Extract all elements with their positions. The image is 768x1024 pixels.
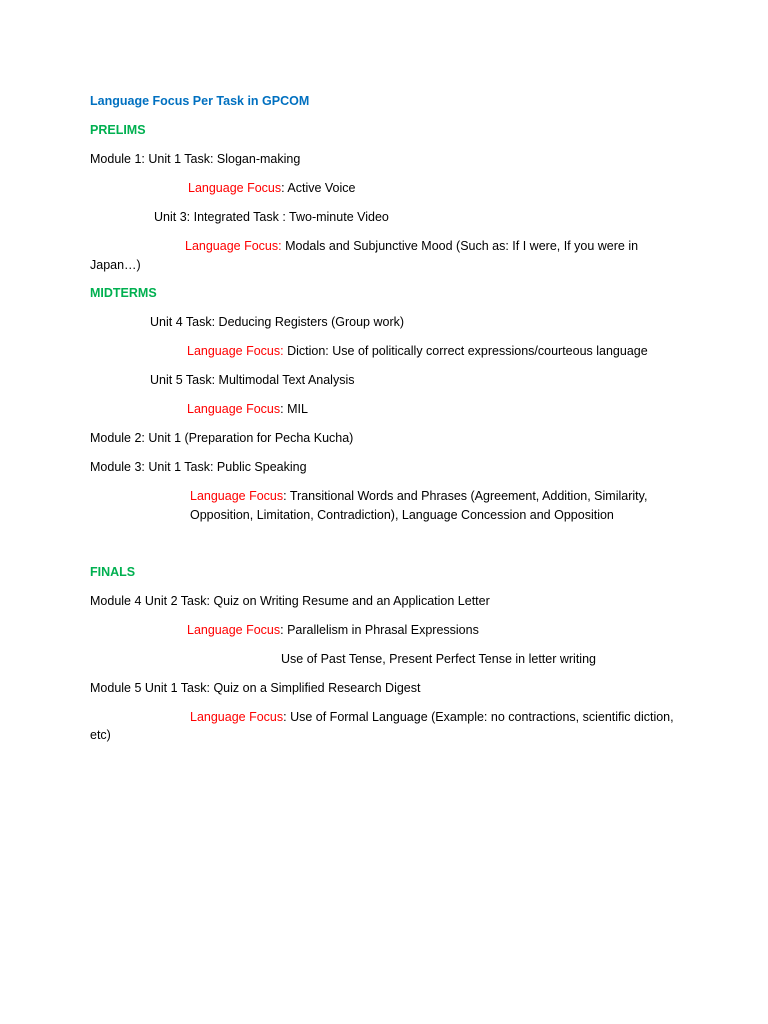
language-focus-label: Language Focus bbox=[185, 239, 279, 253]
section-heading-finals: FINALS bbox=[90, 565, 136, 579]
language-focus-label: Language Focus bbox=[187, 402, 281, 416]
section-heading-prelims: PRELIMS bbox=[90, 123, 146, 137]
language-focus-module4 bbox=[187, 621, 479, 640]
language-focus-unit4: Language Focus: Diction: Use of politically correct expressions/courteous language bbox=[187, 344, 648, 358]
language-focus-label: Language Focus bbox=[190, 710, 284, 724]
task-module5-unit1: Module 5 Unit 1 Task: Quiz on a Simplified Research Digest bbox=[90, 681, 421, 695]
task-module4-unit2: Module 4 Unit 2 Task: Quiz on Writing Resume and an Application Letter bbox=[90, 594, 490, 608]
language-focus-text: : Use of Formal Language (Example: no contractions, scientific diction, bbox=[283, 710, 674, 724]
language-focus-unit3: Language Focus: Modals and Subjunctive Mood (Such as: If I were, If you were in bbox=[185, 239, 639, 253]
task-unit4: Unit 4 Task: Deducing Registers (Group work) bbox=[150, 315, 405, 329]
language-focus-text: : Active Voice bbox=[281, 181, 356, 195]
language-focus-text: : MIL bbox=[280, 402, 308, 416]
language-focus-label: Language Focus bbox=[187, 623, 281, 637]
document-title: Language Focus Per Task in GPCOM bbox=[90, 94, 310, 108]
language-focus-label: Language Focus bbox=[187, 344, 281, 358]
language-focus-label: Language Focus bbox=[190, 489, 284, 503]
language-focus-text: Diction: Use of politically correct expressions/courteous language bbox=[283, 344, 648, 358]
language-focus-module4-extra: Use of Past Tense, Present Perfect Tense in letter writing bbox=[281, 652, 596, 666]
task-unit5: Unit 5 Task: Multimodal Text Analysis bbox=[150, 373, 355, 387]
task-module3-unit1: Module 3: Unit 1 Task: Public Speaking bbox=[90, 460, 307, 474]
task-module2-unit1: Module 2: Unit 1 (Preparation for Pecha Kucha) bbox=[90, 431, 354, 445]
language-focus-text: : Transitional Words and Phrases (Agreement, Addition, Similarity, bbox=[283, 489, 648, 503]
language-focus-unit3-continued: Japan…) bbox=[90, 258, 141, 272]
task-unit3: Unit 3: Integrated Task : Two-minute Video bbox=[154, 210, 389, 224]
language-focus-module3 bbox=[190, 487, 647, 506]
language-focus-text: : Parallelism in Phrasal Expressions bbox=[280, 623, 479, 637]
language-focus-text: Modals and Subjunctive Mood (Such as: If I were, If you were in bbox=[281, 239, 639, 253]
language-focus-module5 bbox=[190, 708, 674, 727]
section-heading-midterms: MIDTERMS bbox=[90, 286, 157, 300]
language-focus-module5-continued: etc) bbox=[90, 728, 111, 742]
language-focus-label: Language Focus bbox=[188, 181, 282, 195]
language-focus-module3-continued: Opposition, Limitation, Contradiction), Language Concession and Opposition bbox=[190, 508, 614, 522]
language-focus-module1-unit1 bbox=[188, 179, 356, 198]
language-focus-unit5 bbox=[187, 400, 308, 419]
task-module1-unit1: Module 1: Unit 1 Task: Slogan-making bbox=[90, 152, 301, 166]
